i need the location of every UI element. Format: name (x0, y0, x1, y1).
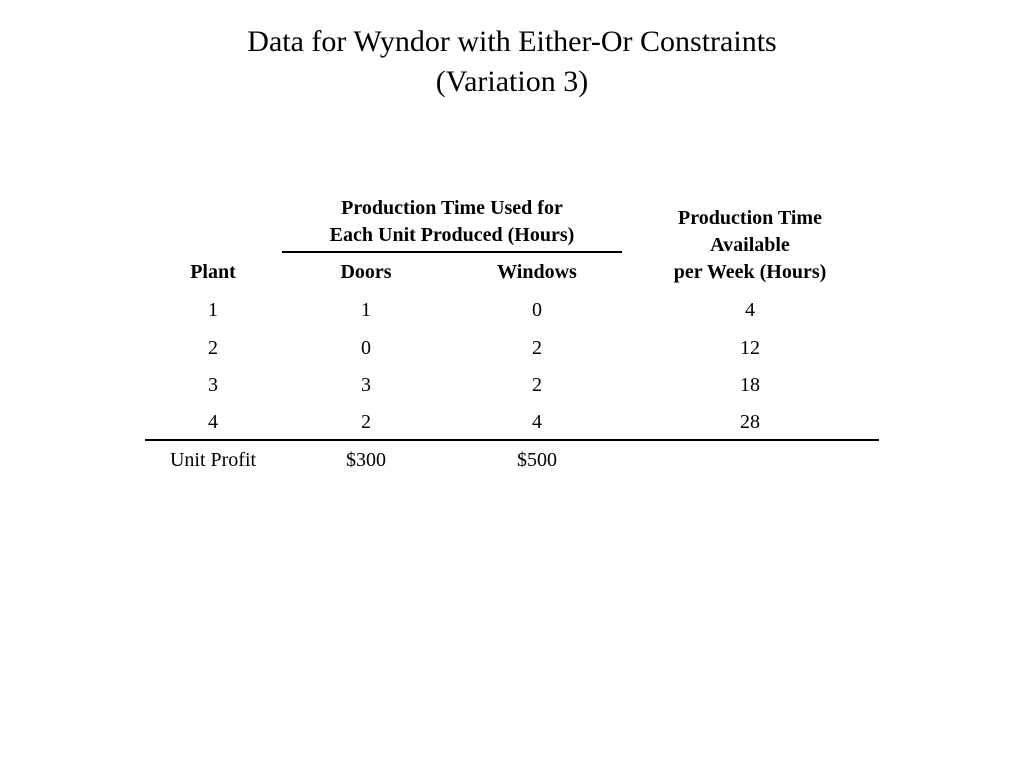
available-header-line-3: per Week (Hours) (673, 261, 827, 283)
title-line-1: Data for Wyndor with Either-Or Constraints (247, 25, 777, 58)
windows-cell: 2 (532, 374, 542, 396)
doors-profit-cell: $300 (346, 449, 386, 471)
plant-cell: 1 (208, 299, 218, 321)
title-line-2: (Variation 3) (435, 65, 589, 98)
group-header-line-2: Each Unit Produced (Hours) (329, 224, 575, 246)
column-header-doors: Doors (340, 261, 392, 283)
windows-profit-cell: $500 (517, 449, 557, 471)
windows-cell: 2 (532, 337, 542, 359)
unit-profit-label: Unit Profit (169, 449, 257, 471)
column-header-plant: Plant (190, 261, 236, 283)
plant-cell: 4 (208, 411, 218, 433)
plant-cell: 3 (208, 374, 218, 396)
group-header-line-1: Production Time Used for (341, 197, 563, 219)
available-cell: 4 (745, 299, 755, 321)
available-header-line-2: Available (710, 234, 790, 256)
plant-cell: 2 (208, 337, 218, 359)
available-cell: 18 (740, 374, 760, 396)
group-header-underline (282, 251, 622, 253)
doors-cell: 0 (361, 337, 371, 359)
available-cell: 12 (740, 337, 760, 359)
windows-cell: 0 (532, 299, 542, 321)
available-header-line-1: Production Time (678, 207, 822, 229)
doors-cell: 1 (361, 299, 371, 321)
available-cell: 28 (740, 411, 760, 433)
doors-cell: 2 (361, 411, 371, 433)
column-header-windows: Windows (497, 261, 577, 283)
windows-cell: 4 (532, 411, 542, 433)
table-separator-rule (145, 439, 879, 441)
doors-cell: 3 (361, 374, 371, 396)
